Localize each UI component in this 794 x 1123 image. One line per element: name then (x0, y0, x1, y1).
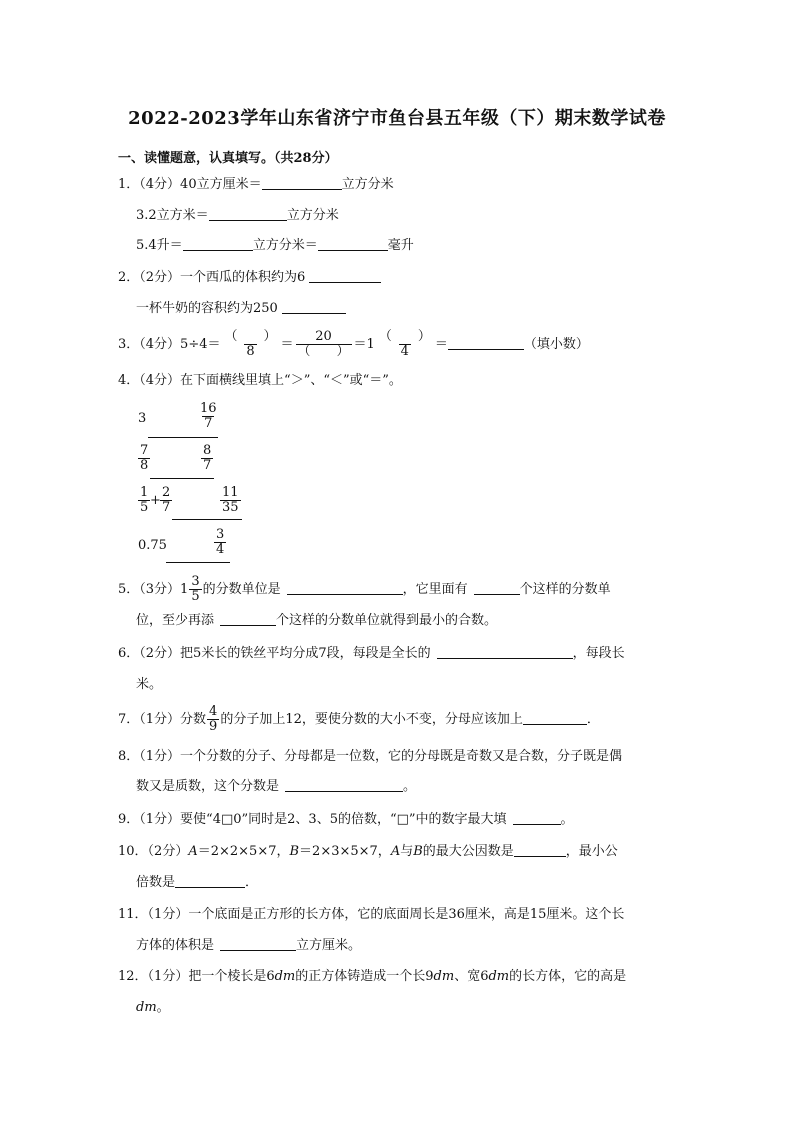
q4-r1-fraction (198, 402, 219, 431)
q7-den: 9 (209, 719, 218, 734)
q3-eq-3: ＝ (434, 337, 448, 352)
question-10-line-2 (136, 874, 258, 892)
q4-r1-left: 3 (138, 411, 147, 426)
q4-r3-r-den: 35 (222, 500, 239, 515)
q4-r3-a-num: 1 (140, 485, 149, 500)
question-1-line-3 (136, 237, 414, 255)
q3-fraction-2 (296, 330, 352, 359)
q3-f2-den-blank[interactable]: （ ） (297, 344, 350, 359)
q1-text-a: 1．（4分）40立方厘米＝ (118, 177, 262, 192)
q10-b-expr: ＝2×3×5×7， (299, 844, 391, 859)
q11-text-a: 11．（1分）一个底面是正方形的长方体，它的底面周长是36厘米，高是15厘米。这个长 (118, 907, 625, 922)
q3-eq-1: ＝ (280, 337, 294, 352)
q10-var-b2: B (413, 844, 423, 859)
q1-blank-4[interactable] (318, 237, 388, 251)
q3-f2-num: 20 (315, 329, 332, 344)
q1-text-e: 5.4升＝ (136, 238, 183, 253)
question-2-line-1 (118, 269, 381, 287)
q2-text-b: 一杯牛奶的容积约为250 (136, 301, 278, 316)
q10-a-expr: ＝2×2×5×7， (197, 844, 290, 859)
q8-text-c: 。 (403, 779, 417, 794)
q12-unit-3: dm (488, 969, 510, 984)
q5-text-b: ，它里面有 (402, 582, 468, 597)
q3-eq-2: ＝1 (353, 337, 375, 352)
q7-end: ． (586, 712, 600, 727)
q5-blank-2[interactable] (474, 581, 520, 595)
q4-r2-left-fraction (138, 444, 150, 473)
q3-f1-den: 8 (246, 344, 255, 359)
q5-whole: 1 (180, 582, 189, 597)
q10-var-b: B (289, 844, 300, 859)
section-heading: 一、读懂题意，认真填写。（共28分） (118, 151, 338, 166)
q3-fraction-1 (222, 330, 278, 359)
q4-r3-b-den: 7 (162, 500, 171, 515)
q12-unit-2: dm (433, 969, 455, 984)
q1-text-d: 立方分米 (286, 208, 339, 223)
q11-blank[interactable] (220, 937, 296, 951)
q12-text-b: 的正方体铸造成一个长9 (295, 969, 434, 984)
q4-r3-blank[interactable] (172, 519, 242, 520)
q3-f3-den: 4 (400, 344, 409, 359)
q7-blank[interactable] (523, 711, 587, 725)
q4-r4-blank[interactable] (166, 562, 230, 563)
q3-prefix: 3．（4分）5÷4＝ (118, 337, 221, 352)
q9-blank[interactable] (513, 811, 561, 825)
q1-blank-3[interactable] (183, 237, 253, 251)
q4-r3-b-num: 2 (162, 485, 171, 500)
q4-r2-r-num: 8 (203, 443, 212, 458)
q2-blank-1[interactable] (309, 269, 381, 283)
question-11-line-2 (136, 937, 361, 955)
q11-text-b: 方体的体积是 (136, 938, 215, 953)
q10-var-a2: A (390, 844, 401, 859)
q12-end: 。 (156, 1000, 170, 1015)
q1-blank-1[interactable] (262, 176, 342, 190)
q4-r3-b-fraction (160, 486, 172, 515)
q4-r4-den: 4 (216, 542, 225, 557)
q4-r3-a-fraction (138, 486, 150, 515)
q12-unit-4: dm (136, 1000, 157, 1015)
q1-text-g: 毫升 (387, 238, 414, 253)
q4-text: 4．（4分）在下面横线里填上“＞”、“＜”或“＝”。 (118, 373, 402, 388)
q8-text-b: 数又是质数，这个分数是 (136, 779, 280, 794)
q4-r2-l-num: 7 (140, 443, 149, 458)
q6-text-c: 米。 (136, 677, 163, 692)
q12-unit-1: dm (274, 969, 296, 984)
q5-text-c: 个这样的分数单 (519, 582, 611, 597)
q7-fraction (207, 705, 219, 734)
q6-blank-1[interactable] (437, 645, 573, 659)
q4-r1-blank[interactable] (148, 437, 218, 438)
q1-text-c: 3.2立方米＝ (136, 208, 209, 223)
q4-r3-plus: + (150, 493, 161, 508)
q10-prefix: 10．（2分） (118, 844, 189, 859)
question-1-line-2 (136, 207, 339, 225)
q10-var-a: A (188, 844, 198, 859)
q12-text-c: 、宽6 (454, 969, 489, 984)
question-8-line-1 (118, 748, 622, 766)
question-6-line-1 (118, 645, 625, 663)
q3-f3-num-blank[interactable]: （ ） (378, 329, 431, 344)
question-12-line-1 (118, 968, 626, 986)
q10-blank-1[interactable] (514, 843, 566, 857)
question-5-line-2 (136, 612, 497, 630)
q5-text-d: 位，至少再添 (136, 613, 215, 628)
q5-den: 5 (191, 589, 200, 604)
q4-r4-fraction (214, 528, 226, 557)
q3-f1-num-blank[interactable]: （ ） (224, 329, 277, 344)
q5-text-e: 个这样的分数单位就得到最小的合数。 (276, 613, 498, 628)
q3-fraction-3 (377, 330, 433, 359)
q4-r3-a-den: 5 (140, 500, 149, 515)
q8-text-a: 8．（1分）一个分数的分子、分母都是一位数，它的分母既是奇数又是合数，分子既是偶 (118, 749, 623, 764)
q3-blank-decimal[interactable] (448, 336, 524, 350)
q4-r4-left: 0.75 (138, 538, 167, 553)
q3-suffix: （填小数） (523, 337, 589, 352)
q10-text-d: ． (245, 875, 259, 890)
q9-text: 9．（1分）要使“4□0”同时是2、3、5的倍数，“□”中的数字最大填 (118, 812, 507, 827)
question-2-line-2 (136, 300, 346, 318)
q4-r2-blank[interactable] (150, 478, 214, 479)
q4-r1-den: 7 (204, 416, 213, 431)
q7-num: 4 (209, 704, 218, 719)
question-11-line-1 (118, 906, 624, 924)
q12-text-a: 12．（1分）把一个棱长是6 (118, 969, 275, 984)
q7-prefix: 7．（1分）分数 (118, 712, 207, 727)
q6-text-b: ，每段长 (572, 646, 625, 661)
q12-text-d: 的长方体，它的高是 (509, 969, 627, 984)
q10-text-b: ，最小公 (565, 844, 618, 859)
q8-blank[interactable] (285, 778, 403, 792)
question-5-line-1 (118, 575, 611, 605)
question-9 (118, 811, 574, 829)
q7-text: 的分子加上12，要使分数的大小不变，分母应该加上 (220, 712, 523, 727)
q6-text-a: 6．（2分）把5米长的铁丝平均分成7段，每段是全长的 (118, 646, 431, 661)
q5-fraction (189, 575, 201, 604)
question-4 (118, 372, 402, 390)
q11-text-c: 立方厘米。 (296, 938, 362, 953)
question-7 (118, 705, 600, 735)
question-10-line-1 (118, 843, 618, 861)
q5-text-a: 的分数单位是 (202, 582, 281, 597)
question-1-line-1 (118, 176, 394, 194)
q10-mid: 与 (400, 844, 414, 859)
q5-prefix: 5．（3分） (118, 582, 181, 597)
q9-end: 。 (560, 812, 574, 827)
q10-text-c: 倍数是 (136, 875, 176, 890)
q4-r4-num: 3 (216, 527, 225, 542)
q4-r2-right-fraction (201, 444, 213, 473)
q4-r1-num: 16 (200, 401, 217, 416)
q2-blank-2[interactable] (282, 300, 346, 314)
question-8-line-2 (136, 778, 416, 796)
q4-r2-l-den: 8 (140, 458, 149, 473)
q4-r3-r-num: 11 (222, 485, 239, 500)
question-12-line-2 (136, 999, 170, 1017)
q10-blank-2[interactable] (175, 874, 245, 888)
q5-num: 3 (191, 574, 200, 589)
q1-text-f: 立方分米＝ (252, 238, 318, 253)
q1-text-b: 立方分米 (341, 177, 394, 192)
q5-blank-3[interactable] (220, 612, 276, 626)
q1-blank-2[interactable] (209, 207, 287, 221)
q5-blank-1[interactable] (287, 581, 403, 595)
q10-text-a: 的最大公因数是 (422, 844, 514, 859)
page-title: 2022-2023学年山东省济宁市鱼台县五年级（下）期末数学试卷 (128, 108, 666, 129)
question-6-line-2 (136, 676, 162, 694)
question-3 (118, 330, 589, 360)
q4-r2-r-den: 7 (203, 458, 212, 473)
q4-r3-right-fraction (220, 486, 241, 515)
q2-text-a: 2．（2分）一个西瓜的体积约为6 (118, 270, 306, 285)
